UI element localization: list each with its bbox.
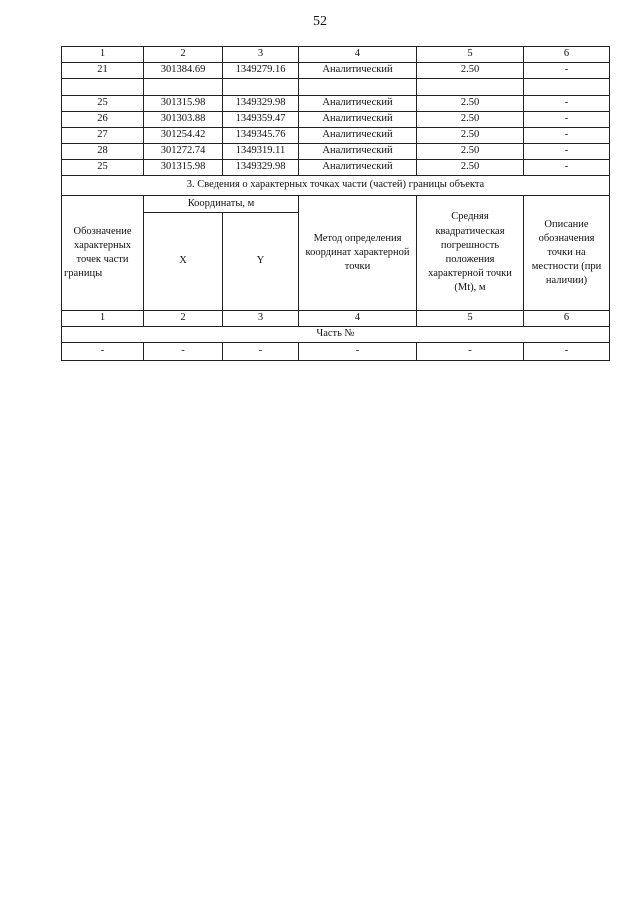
y-header: Y bbox=[223, 213, 299, 311]
coord-y: 1349319.11 bbox=[223, 144, 299, 160]
col-number: 2 bbox=[144, 311, 223, 327]
designation-header: Обозначение характерных точек части границы bbox=[62, 196, 144, 311]
empty-cell: - bbox=[62, 343, 144, 361]
description: - bbox=[524, 128, 610, 144]
col-number: 4 bbox=[299, 47, 417, 63]
mt-value bbox=[417, 79, 524, 96]
method: Аналитический bbox=[299, 128, 417, 144]
column-number-row bbox=[62, 47, 610, 63]
page-number: 52 bbox=[313, 14, 327, 29]
table-row bbox=[62, 112, 610, 128]
section-heading-row bbox=[62, 176, 610, 196]
mt-header: Средняя квадратическая погрешность положения характерной точки (Mt), м bbox=[417, 196, 524, 311]
coord-x bbox=[144, 79, 223, 96]
col-number: 2 bbox=[144, 47, 223, 63]
table-row bbox=[62, 63, 610, 79]
coord-y: 1349329.98 bbox=[223, 160, 299, 176]
table-row-empty bbox=[62, 79, 610, 96]
empty-cell: - bbox=[524, 343, 610, 361]
table-row bbox=[62, 144, 610, 160]
x-header: X bbox=[144, 213, 223, 311]
col-number: 1 bbox=[62, 47, 144, 63]
description: - bbox=[524, 160, 610, 176]
col-number: 5 bbox=[417, 311, 524, 327]
coord-x: 301272.74 bbox=[144, 144, 223, 160]
method-header: Метод определения координат характерной точки bbox=[299, 196, 417, 311]
col-number: 6 bbox=[524, 47, 610, 63]
coord-y: 1349329.98 bbox=[223, 96, 299, 112]
boundary-points-table bbox=[61, 46, 610, 361]
description-header: Описание обозначения точки на местности (при наличии) bbox=[524, 196, 610, 311]
mt-value: 2.50 bbox=[417, 128, 524, 144]
method: Аналитический bbox=[299, 144, 417, 160]
coord-x: 301315.98 bbox=[144, 160, 223, 176]
col-number: 3 bbox=[223, 311, 299, 327]
coord-x: 301384.69 bbox=[144, 63, 223, 79]
empty-cell: - bbox=[299, 343, 417, 361]
part-label-row bbox=[62, 327, 610, 343]
coord-x: 301254.42 bbox=[144, 128, 223, 144]
description bbox=[524, 79, 610, 96]
method: Аналитический bbox=[299, 160, 417, 176]
coord-x: 301303.88 bbox=[144, 112, 223, 128]
mt-value: 2.50 bbox=[417, 112, 524, 128]
point-number: 28 bbox=[62, 144, 144, 160]
coord-y: 1349359.47 bbox=[223, 112, 299, 128]
method: Аналитический bbox=[299, 112, 417, 128]
section-3-title: 3. Сведения о характерных точках части (частей) границы объекта bbox=[62, 176, 610, 196]
empty-cell: - bbox=[144, 343, 223, 361]
coord-x: 301315.98 bbox=[144, 96, 223, 112]
description: - bbox=[524, 144, 610, 160]
table-row bbox=[62, 343, 610, 361]
section-3-header-row bbox=[62, 196, 610, 213]
point-number bbox=[62, 79, 144, 96]
description: - bbox=[524, 112, 610, 128]
mt-value: 2.50 bbox=[417, 63, 524, 79]
description: - bbox=[524, 63, 610, 79]
part-label: Часть № bbox=[62, 327, 610, 343]
coordinates-header: Координаты, м bbox=[144, 196, 299, 213]
column-number-row bbox=[62, 311, 610, 327]
point-number: 27 bbox=[62, 128, 144, 144]
coord-y bbox=[223, 79, 299, 96]
table-row bbox=[62, 128, 610, 144]
coord-y: 1349279.16 bbox=[223, 63, 299, 79]
col-number: 3 bbox=[223, 47, 299, 63]
point-number: 25 bbox=[62, 96, 144, 112]
point-number: 26 bbox=[62, 112, 144, 128]
col-number: 6 bbox=[524, 311, 610, 327]
mt-value: 2.50 bbox=[417, 144, 524, 160]
method: Аналитический bbox=[299, 63, 417, 79]
table-row bbox=[62, 96, 610, 112]
point-number: 25 bbox=[62, 160, 144, 176]
mt-value: 2.50 bbox=[417, 96, 524, 112]
empty-cell: - bbox=[223, 343, 299, 361]
table-row bbox=[62, 160, 610, 176]
empty-cell: - bbox=[417, 343, 524, 361]
method bbox=[299, 79, 417, 96]
description: - bbox=[524, 96, 610, 112]
mt-value: 2.50 bbox=[417, 160, 524, 176]
col-number: 4 bbox=[299, 311, 417, 327]
point-number: 21 bbox=[62, 63, 144, 79]
col-number: 1 bbox=[62, 311, 144, 327]
method: Аналитический bbox=[299, 96, 417, 112]
coord-y: 1349345.76 bbox=[223, 128, 299, 144]
col-number: 5 bbox=[417, 47, 524, 63]
